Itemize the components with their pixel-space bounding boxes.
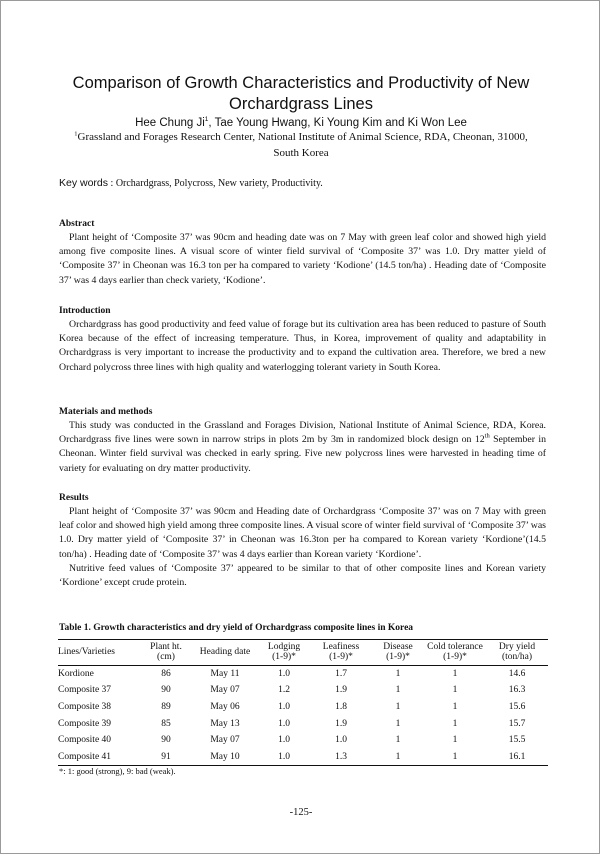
table-cell: 90 xyxy=(161,685,171,696)
results-section xyxy=(59,491,546,590)
table-cell: 1 xyxy=(395,735,401,746)
table-row xyxy=(58,748,548,765)
abstract-heading: Abstract xyxy=(59,219,95,229)
affiliation xyxy=(51,129,551,161)
table-cell: 91 xyxy=(161,751,171,762)
column-header-label: Lines/Varieties xyxy=(58,647,115,657)
table-cell: May 11 xyxy=(210,669,240,680)
table-cell: 16.1 xyxy=(508,751,526,762)
table-cell: 1 xyxy=(452,669,458,680)
table-row xyxy=(58,732,548,749)
column-header xyxy=(258,640,310,666)
introduction-heading: Introduction xyxy=(59,306,111,316)
column-header-label: Lodging xyxy=(267,642,301,652)
table-cell: 1.0 xyxy=(278,751,290,762)
column-header xyxy=(486,640,548,666)
row-label: Composite 37 xyxy=(58,685,112,696)
introduction-section xyxy=(59,304,546,375)
table-cell: 1 xyxy=(452,751,458,762)
table-cell: 1 xyxy=(452,718,458,729)
table-row xyxy=(58,715,548,732)
row-label: Composite 41 xyxy=(58,751,112,762)
column-header xyxy=(372,640,424,666)
table-cell: May 13 xyxy=(210,718,240,729)
table-cell: 1 xyxy=(395,751,401,762)
table-cell: 89 xyxy=(161,701,171,712)
table-cell: 15.6 xyxy=(508,701,526,712)
table-cell: 85 xyxy=(161,718,171,729)
table-cell: 86 xyxy=(161,669,171,680)
introduction-text: Orchardgrass has good productivity and feed value of forage but its cultivation area has been reduced to pasture of South Korea because of the effect of increasing temperature. Thus, in Korea, improvement of quality and adaptability in Orchardgrass is very important to increase the productivity and to expand the cultivation area. Therefore, we bred a new Orchard polycross three lines with high quality and waterlogging tolerant variety in South Korea. xyxy=(59,319,546,373)
table-cell: May 06 xyxy=(210,701,240,712)
first-author: Hee Chung Ji xyxy=(135,117,205,129)
column-header-label: Cold tolerance xyxy=(427,642,483,652)
results-paragraph-2: Nutritive feed values of ‘Composite 37’ appeared to be similar to that of other composite lines and Korean variety ‘Kordione’ except crude protein. xyxy=(59,562,546,589)
table-cell: 1 xyxy=(395,701,401,712)
table-body xyxy=(58,666,548,766)
table-cell: 1.0 xyxy=(278,669,290,680)
methods-text: This study was conducted in the Grassland and Forages Division, National Institute of Animal Science, RDA, Korea. Orchardgrass five lines were sown in narrow strips in plots 2m by 3m in randomized block design on 12th September in Cheonan. Winter field survival was checked in early spring. Five new polycross lines were harvested in heading time of variety for evaluating on dry matter productivity. xyxy=(59,420,547,474)
column-header-label: Leafiness xyxy=(322,642,360,652)
row-label: Composite 40 xyxy=(58,735,112,746)
paper-title xyxy=(41,73,561,115)
column-header-unit: (1-9)* xyxy=(443,652,467,662)
table-cell: 1 xyxy=(452,685,458,696)
table-cell: 15.7 xyxy=(508,718,526,729)
methods-section xyxy=(59,405,546,476)
column-header-label: Dry yield xyxy=(498,642,536,652)
column-header-label: Disease xyxy=(383,642,413,652)
abstract-text: Plant height of ‘Composite 37’ was 90cm and heading date was on 7 May with green leaf color and showed high yield among five composite lines. A visual score of winter field survival of ‘Composite 37’ was 1.0. Dry matter yield of ‘Composite 37’ in Cheonan was 16.3 ton per ha compared to variety ‘Kodione’ (14.5 ton/ha) . Heading date of ‘Composite 37’ was 4 days earlier than check variety, ‘Kodione’. xyxy=(59,232,546,286)
table-cell: 1 xyxy=(395,669,401,680)
table-header xyxy=(58,640,548,666)
table-cell: 1.9 xyxy=(335,718,347,729)
affiliation-line-1: Grassland and Forages Research Center, National Institute of Animal Science, RDA, Cheonan, 31000, xyxy=(77,131,528,143)
table-cell: 90 xyxy=(161,735,171,746)
column-header-label: Heading date xyxy=(199,647,251,657)
table-cell: 1.3 xyxy=(335,751,347,762)
keywords xyxy=(59,176,549,191)
table-cell: 1.8 xyxy=(335,701,347,712)
table-row xyxy=(58,682,548,699)
table-cell: May 10 xyxy=(210,751,240,762)
title-line-2: Orchardgrass Lines xyxy=(229,95,373,113)
results-paragraph-1: Plant height of ‘Composite 37’ was 90cm and Heading date of Orchardgrass ‘Composite 37’ was on 7 May with green leaf color and showed high yield among three composite lines. A visual score of winter field survival of ‘Composite 37’ was 1.0. Dry matter yield of ‘Composite 37’ in Cheonan was 16.3ton per ha compared to Korean variety ‘Kordione’(14.5 ton/ha) . Heading date of ‘Composite 37’ was 4 days earlier than Korean variety ‘Kordione’. xyxy=(59,506,546,560)
affiliation-mark: 1 xyxy=(74,130,78,138)
table-cell: 1 xyxy=(452,735,458,746)
table-row xyxy=(58,699,548,716)
table-cell: 1 xyxy=(395,685,401,696)
column-header xyxy=(192,640,258,666)
table-cell: 16.3 xyxy=(508,685,526,696)
table-cell: 1.9 xyxy=(335,685,347,696)
page-number: -125- xyxy=(289,807,313,818)
table-cell: May 07 xyxy=(210,685,240,696)
table-cell: 1.0 xyxy=(335,735,347,746)
results-heading: Results xyxy=(59,493,89,503)
keywords-label: Key words xyxy=(59,177,109,189)
column-header xyxy=(424,640,486,666)
column-header-unit: (ton/ha) xyxy=(501,652,533,662)
column-header xyxy=(140,640,192,666)
column-header xyxy=(58,640,140,666)
table-cell: 1.0 xyxy=(278,735,290,746)
table-caption: Table 1. Growth characteristics and dry yield of Orchardgrass composite lines in Korea xyxy=(59,623,414,633)
ordinal-suffix: th xyxy=(484,432,490,440)
row-label: Composite 39 xyxy=(58,718,112,729)
keywords-separator: : xyxy=(108,178,116,189)
table-cell: 1.2 xyxy=(278,685,290,696)
table-cell: May 07 xyxy=(210,735,240,746)
abstract-section xyxy=(59,217,546,288)
other-authors: , Tae Young Hwang, Ki Young Kim and Ki Won Lee xyxy=(208,117,467,129)
methods-heading: Materials and methods xyxy=(59,407,153,417)
growth-yield-table xyxy=(58,639,548,766)
table-cell: 1.0 xyxy=(278,701,290,712)
table-cell: 1.7 xyxy=(335,669,347,680)
title-line-1: Comparison of Growth Characteristics and Productivity of New xyxy=(72,74,530,92)
column-header xyxy=(310,640,372,666)
table-cell: 1.0 xyxy=(278,718,290,729)
table-cell: 15.5 xyxy=(508,735,526,746)
column-header-label: Plant ht. xyxy=(150,642,182,652)
column-header-unit: (1-9)* xyxy=(386,652,410,662)
column-header-unit: (1-9)* xyxy=(329,652,353,662)
column-header-unit: (cm) xyxy=(157,652,175,662)
table-footnote: *: 1: good (strong), 9: bad (weak). xyxy=(59,766,176,776)
table-header-row xyxy=(58,640,548,666)
table-cell: 1 xyxy=(452,701,458,712)
row-label: Composite 38 xyxy=(58,701,112,712)
table-cell: 1 xyxy=(395,718,401,729)
affiliation-line-2: South Korea xyxy=(273,147,329,159)
row-label: Kordione xyxy=(58,669,94,680)
table-row xyxy=(58,666,548,683)
column-header-unit: (1-9)* xyxy=(272,652,296,662)
keywords-text: Orchardgrass, Polycross, New variety, Productivity. xyxy=(115,178,323,189)
table-cell: 14.6 xyxy=(508,669,526,680)
author-affiliation-mark: 1 xyxy=(204,116,209,124)
